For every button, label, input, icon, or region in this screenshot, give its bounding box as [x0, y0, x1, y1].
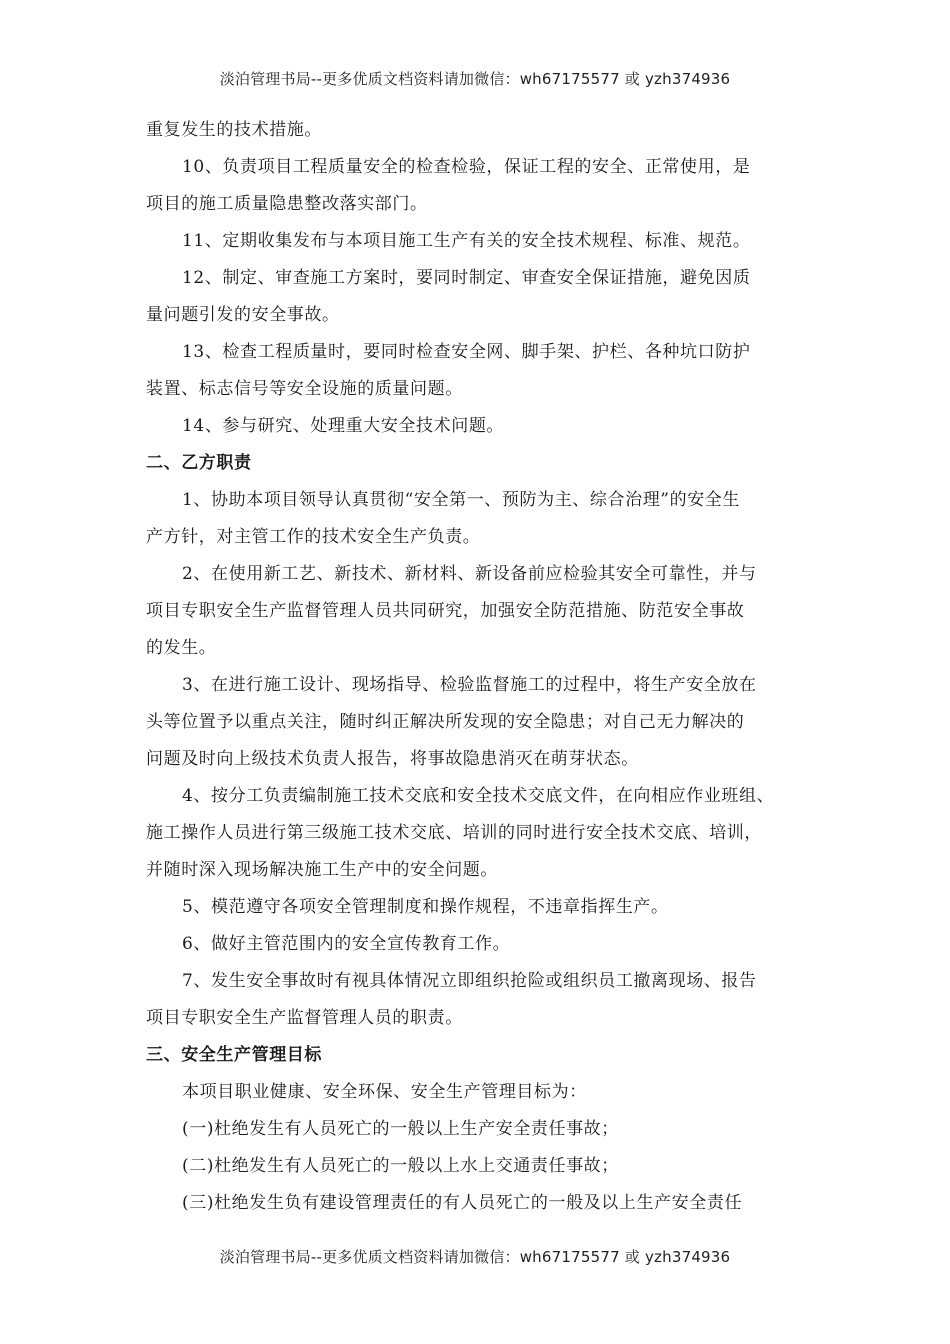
- paragraph-line: 4、按分工负责编制施工技术交底和安全技术交底文件，在向相应作业班组、: [182, 786, 775, 806]
- paragraph-line: 13、检查工程质量时，要同时检查安全网、脚手架、护栏、各种坑口防护: [182, 342, 751, 362]
- paragraph-line: 1、协助本项目领导认真贯彻“安全第一、预防为主、综合治理”的安全生: [182, 490, 740, 510]
- document-body: [146, 112, 810, 1222]
- paragraph-line: 装置、标志信号等安全设施的质量问题。: [146, 379, 463, 399]
- paragraph-line: 问题及时向上级技术负责人报告，将事故隐患消灭在萌芽状态。: [146, 749, 639, 769]
- paragraph-line: 5、模范遵守各项安全管理制度和操作规程，不违章指挥生产。: [182, 897, 669, 917]
- paragraph-line: 重复发生的技术措施。: [146, 120, 322, 140]
- list-item: (一)杜绝发生有人员死亡的一般以上生产安全责任事故；: [182, 1119, 619, 1139]
- paragraph-line: 施工操作人员进行第三级施工技术交底、培训的同时进行安全技术交底、培训，: [146, 823, 762, 843]
- list-item: (三)杜绝发生负有建设管理责任的有人员死亡的一般及以上生产安全责任: [182, 1193, 743, 1213]
- paragraph-line: 7、发生安全事故时有视具体情况立即组织抢险或组织员工撤离现场、报告: [182, 971, 757, 991]
- paragraph-line: 头等位置予以重点关注，随时纠正解决所发现的安全隐患；对自己无力解决的: [146, 712, 745, 732]
- paragraph-line: 2、在使用新工艺、新技术、新材料、新设备前应检验其安全可靠性，并与: [182, 564, 757, 584]
- paragraph-line: 本项目职业健康、安全环保、安全生产管理目标为：: [182, 1082, 587, 1102]
- paragraph-line: 项目的施工质量隐患整改落实部门。: [146, 194, 428, 214]
- paragraph-line: 项目专职安全生产监督管理人员共同研究，加强安全防范措施、防范安全事故: [146, 601, 745, 621]
- section-heading: 二、乙方职责: [146, 453, 252, 473]
- paragraph-line: 14、参与研究、处理重大安全技术问题。: [182, 416, 505, 436]
- paragraph-line: 10、负责项目工程质量安全的检查检验，保证工程的安全、正常使用，是: [182, 157, 751, 177]
- paragraph-line: 3、在进行施工设计、现场指导、检验监督施工的过程中，将生产安全放在: [182, 675, 757, 695]
- page-footer: 淡泊管理书局--更多优质文档资料请加微信：wh67175577 或 yzh374936: [219, 1248, 731, 1266]
- paragraph-line: 项目专职安全生产监督管理人员的职责。: [146, 1008, 463, 1028]
- paragraph-line: 12、制定、审查施工方案时，要同时制定、审查安全保证措施，避免因质: [182, 268, 751, 288]
- paragraph-line: 并随时深入现场解决施工生产中的安全问题。: [146, 860, 498, 880]
- page-header: 淡泊管理书局--更多优质文档资料请加微信：wh67175577 或 yzh374936: [219, 70, 731, 88]
- list-item: (二)杜绝发生有人员死亡的一般以上水上交通责任事故；: [182, 1156, 619, 1176]
- paragraph-line: 11、定期收集发布与本项目施工生产有关的安全技术规程、标准、规范。: [182, 231, 751, 251]
- paragraph-line: 的发生。: [146, 638, 217, 658]
- paragraph-line: 产方针，对主管工作的技术安全生产负责。: [146, 527, 481, 547]
- paragraph-line: 6、做好主管范围内的安全宣传教育工作。: [182, 934, 511, 954]
- section-heading: 三、安全生产管理目标: [146, 1045, 322, 1065]
- paragraph-line: 量问题引发的安全事故。: [146, 305, 340, 325]
